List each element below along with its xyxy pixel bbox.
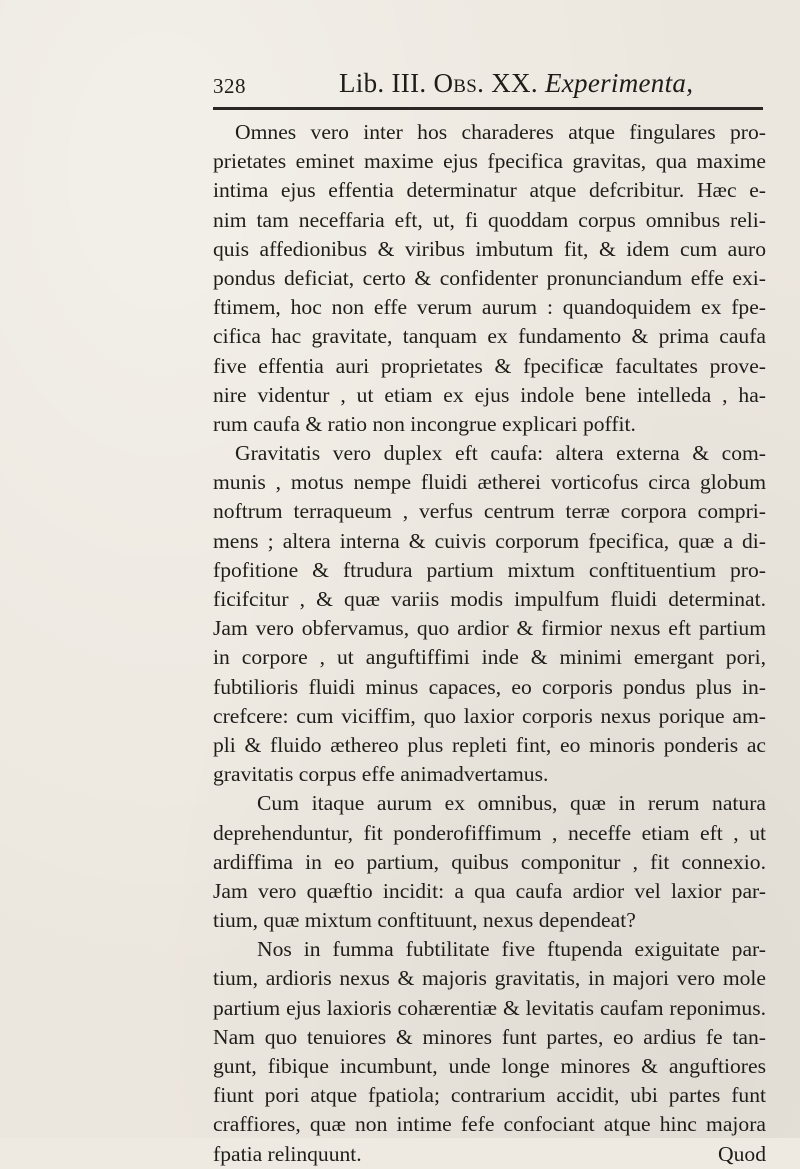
text-line: ardiffima in eo partium, quibus componitur , fit connexio. [213,849,766,874]
final-line [213,1140,766,1169]
text-line: Jam vero quæftio incidit: a qua caufa ardior vel laxior par- [213,878,766,903]
text-line: fiunt pori atque fpatiola; contrarium accidit, ubi partes funt [213,1083,766,1108]
text-line: crefcere: cum viciffim, quo laxior corporis nexus porique am- [213,703,766,728]
text-line: five effentia auri proprietates & fpecificæ facultates prove- [213,353,766,378]
text-line: Gravitatis vero duplex eft caufa: altera externa & com- [235,441,766,466]
text-line: partium ejus laxioris cohærentiæ & levitatis caufam reponimus. [213,995,766,1020]
text-line: deprehenduntur, fit ponderofiffimum , neceffe etiam eft , ut [213,820,766,845]
text-line: Nos in fumma fubtilitate five ftupenda exiguitate par- [257,937,766,962]
running-title [339,68,693,99]
catchword: Quod [718,1141,766,1166]
text-line: fpatia relinquunt. [213,1141,362,1166]
running-title-experimenta: Experimenta, [544,68,694,98]
text-line: gravitatis corpus effe animadvertamus. [213,762,549,787]
text-line: fpofitione & ftrudura partium mixtum conftituentium pro- [213,557,766,582]
text-line: quis affedionibus & viribus imbutum fit, & idem cum auro [213,236,766,261]
text-line: Omnes vero inter hos charaderes atque fingulares pro- [235,120,766,144]
text-line: tium, ardioris nexus & majoris gravitatis, in majori vero mole [213,966,766,991]
header-rule [213,107,763,110]
text-line: ficifcitur , & quæ variis modis impulfum fluidi determinat. [213,587,766,611]
text-line: fubtilioris fluidi minus capaces, eo corporis pondus plus in- [213,674,766,699]
page-number: 328 [213,74,246,98]
text-line: pli & fluido æthereo plus repleti fint, eo minoris ponderis ac [213,732,766,757]
text-line: intima ejus effentia determinatur atque defcribitur. Hæc e- [213,178,766,203]
text-line: cifica hac gravitate, tanquam ex fundamento & prima caufa [213,324,766,349]
text-line: prietates eminet maxime ejus fpecifica gravitas, qua maxime [213,149,766,174]
text-line: noftrum terraqueum , verfus centrum terræ corpora compri- [213,499,766,524]
text-line: tium, quæ mixtum conftituunt, nexus dependeat? [213,908,636,933]
text-line: gunt, fibique incumbunt, unde longe minores & anguftiores [213,1054,766,1078]
text-line: Jam vero obfervamus, quo ardior & firmior nexus eft partium [213,616,766,641]
text-line: nim tam neceffaria eft, ut, fi quoddam corpus omnibus reli- [213,207,766,232]
text-line: Nam quo tenuiores & minores funt partes, eo ardius fe tan- [213,1024,766,1049]
text-line: Cum itaque aurum ex omnibus, quæ in rerum natura [257,791,766,816]
text-line: in corpore , ut anguftiffimi inde & minimi emergant pori, [213,645,766,670]
running-head [0,66,800,96]
running-title-lib: Lib. III. [339,68,427,98]
body-text [213,118,766,1169]
text-line: munis , motus nempe fluidi ætherei vorticofus circa globum [213,470,766,495]
text-line: ftimem, hoc non effe verum aurum : quandoquidem ex fpe- [213,295,766,320]
text-line: rum caufa & ratio non incongrue explicari poffit. [213,411,636,436]
text-line: craffiores, quæ non intime fefe confociant atque hinc majora [213,1112,766,1137]
running-title-obs: Obs. XX. [433,68,538,98]
text-line: mens ; altera interna & cuivis corporum fpecifica, quæ a di- [213,528,766,553]
text-line: pondus deficiat, certo & confidenter pronunciandum effe exi- [213,265,766,290]
text-line: nire videntur , ut etiam ex ejus indole bene intelleda , ha- [213,382,766,407]
